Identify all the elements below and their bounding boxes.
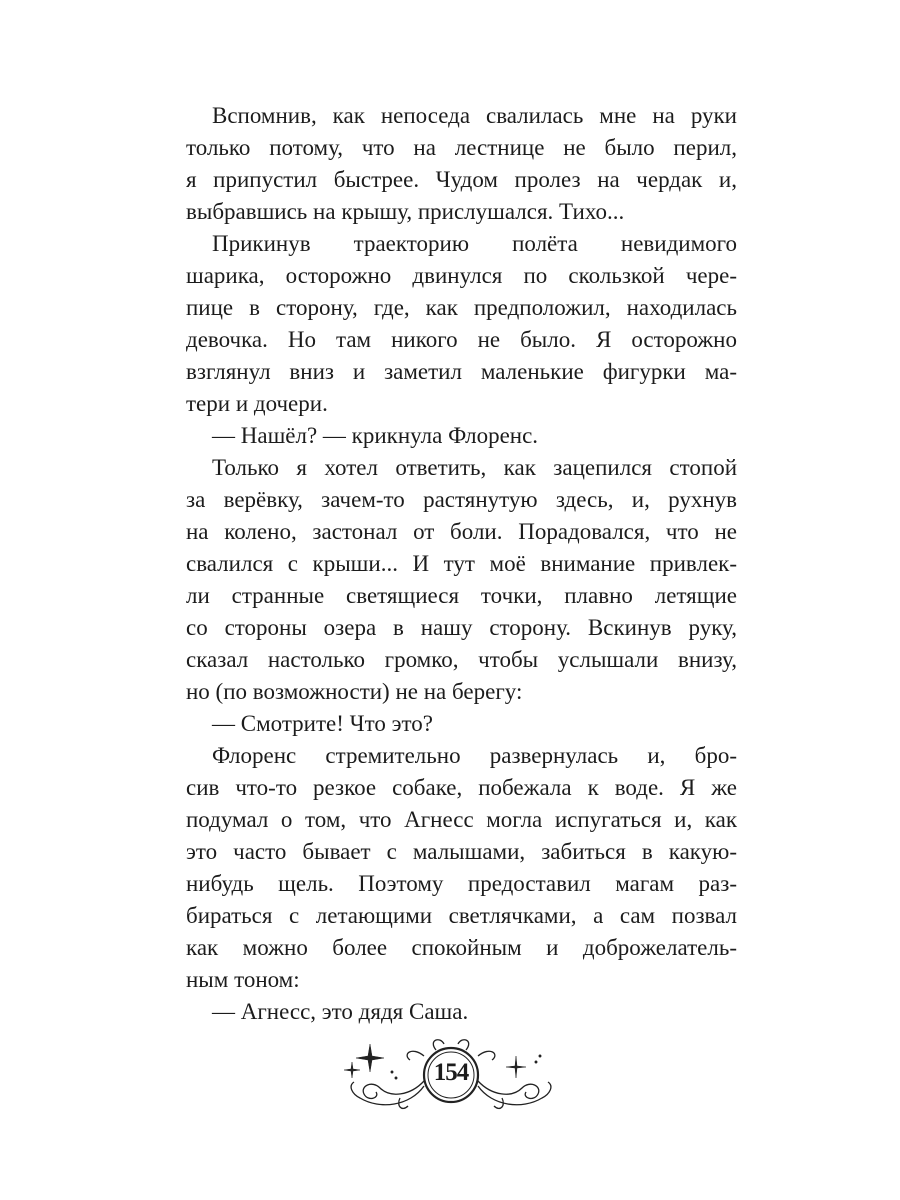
text-line: Только я хотел ответить, как зацепился стопой [212, 455, 737, 480]
text-line: — Смотрите! Что это? [212, 711, 433, 736]
text-line: нибудь щель. Поэтому предоставил магам раз- [186, 871, 737, 896]
text-line: как можно более спокойным и доброжелатель- [186, 935, 737, 960]
page-number: 154 [433, 1059, 469, 1086]
text-line: девочка. Но там никого не было. Я осторожно [186, 327, 737, 352]
paragraph [186, 708, 737, 740]
text-line: пице в сторону, где, как предположил, находилась [186, 295, 737, 320]
text-line: это часто бывает с малышами, забиться в какую- [186, 839, 737, 864]
text-line: взглянул вниз и заметил маленькие фигурки ма- [186, 359, 737, 384]
text-line: — Нашёл? — крикнула Флоренс. [212, 423, 539, 448]
page-body-text [186, 100, 737, 1028]
text-line: на колено, застонал от боли. Порадовался, что не [186, 519, 737, 544]
text-line: подумал о том, что Агнесс могла испугаться и, как [186, 807, 737, 832]
text-line: шарика, осторожно двинулся по скользкой чере- [186, 263, 737, 288]
text-line: я припустил быстрее. Чудом пролез на чердак и, [186, 167, 737, 192]
paragraph [186, 740, 737, 996]
text-line: выбравшись на крышу, прислушался. Тихо... [186, 199, 625, 224]
text-line: но (по возможности) не на берегу: [186, 679, 523, 704]
text-line: тери и дочери. [186, 391, 328, 416]
text-line: только потому, что на лестнице не было перил, [186, 135, 737, 160]
text-line: за верёвку, зачем-то растянутую здесь, и, рухнув [186, 487, 737, 512]
text-line: ли странные светящиеся точки, плавно летящие [186, 583, 737, 608]
text-line: свалился с крыши... И тут моё внимание привлек- [186, 551, 737, 576]
paragraph [186, 996, 737, 1028]
text-line: сказал настолько громко, чтобы услышали внизу, [186, 647, 737, 672]
text-line: ным тоном: [186, 967, 300, 992]
text-line: со стороны озера в нашу сторону. Вскинув руку, [186, 615, 737, 640]
text-line: Флоренс стремительно развернулась и, бро- [212, 743, 737, 768]
paragraph [186, 228, 737, 420]
paragraph [186, 452, 737, 708]
paragraph [186, 100, 737, 228]
text-line: — Агнесс, это дядя Саша. [212, 999, 469, 1024]
text-line: Вспомнив, как непоседа свалилась мне на руки [212, 103, 737, 128]
text-line: бираться с летающими светлячками, а сам позвал [186, 903, 737, 928]
text-line: сив что-то резкое собаке, побежала к воде. Я же [186, 775, 737, 800]
paragraph [186, 420, 737, 452]
text-line: Прикинув траекторию полёта невидимого [212, 231, 737, 256]
